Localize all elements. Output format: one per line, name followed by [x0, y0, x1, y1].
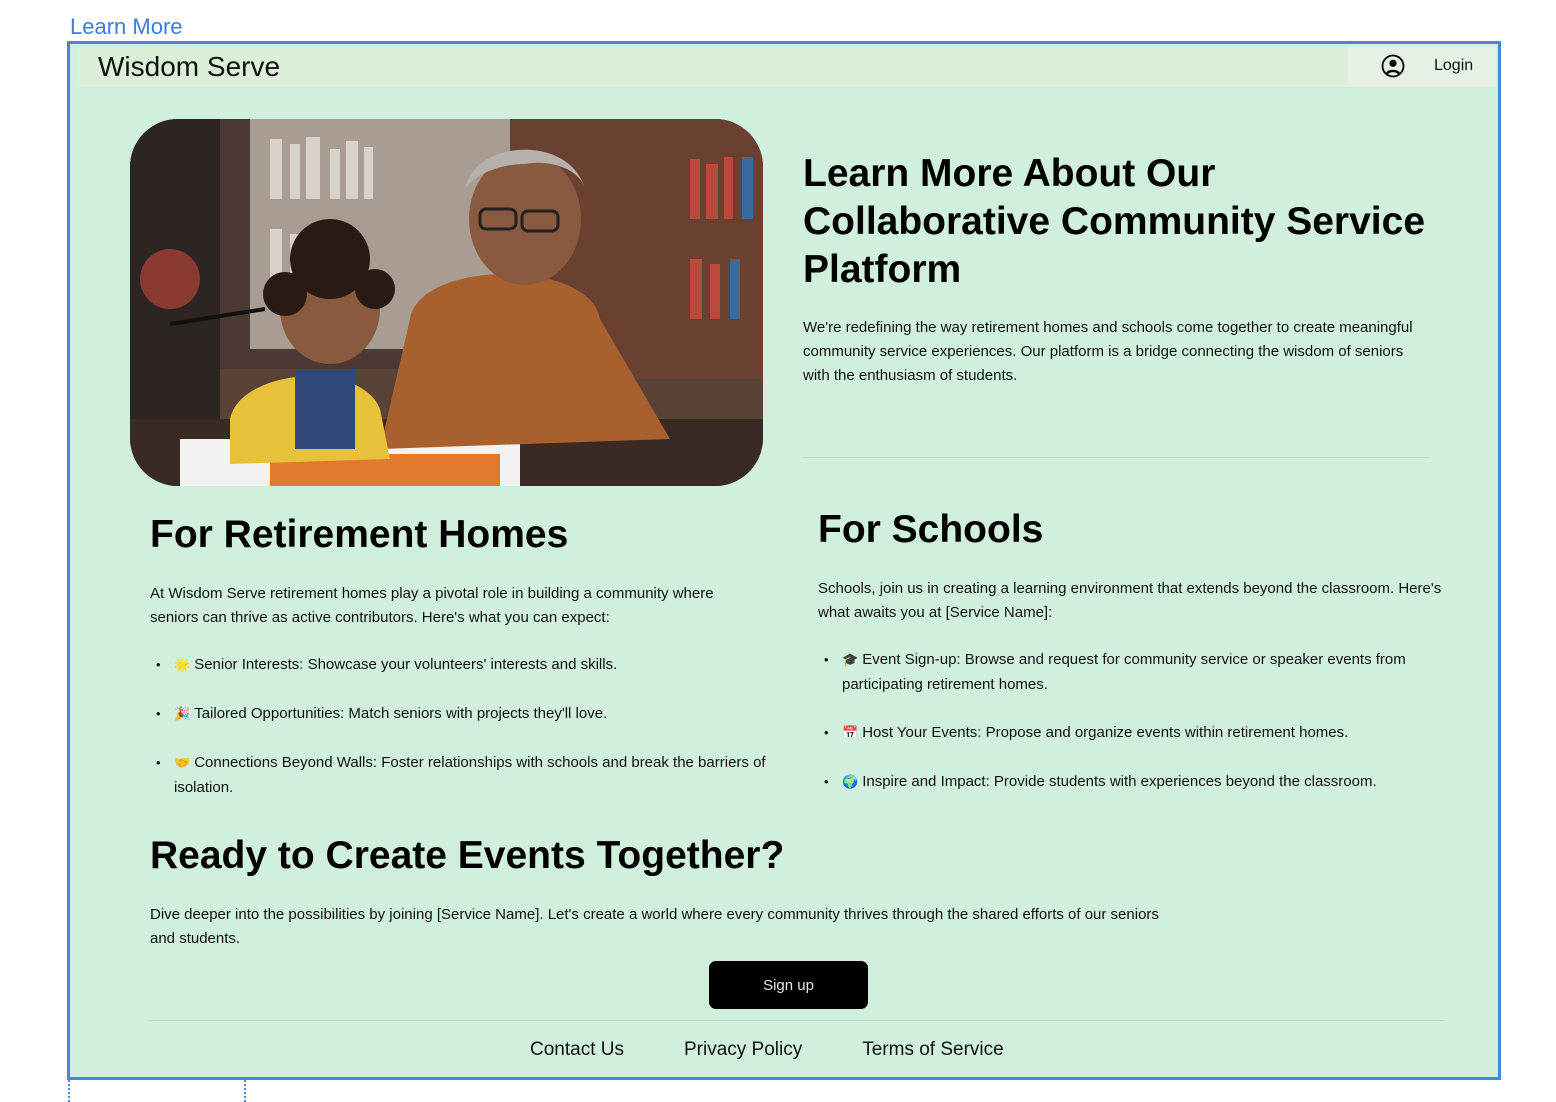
retirement-homes-intro: At Wisdom Serve retirement homes play a pivotal role in building a community where seniors can thrive as active contributors. Here's what you can expect: [150, 585, 714, 626]
list-item-text: Event Sign-up: Browse and request for community service or speaker events from participating retirement homes. [842, 651, 1406, 693]
hero-divider [803, 457, 1429, 458]
frame-guides [68, 1080, 246, 1102]
list-item [818, 721, 1458, 746]
sign-up-button[interactable]: Sign up [709, 961, 868, 1009]
star-icon: 🌟 [174, 658, 191, 673]
list-item [150, 702, 770, 727]
guide-line [244, 1080, 246, 1102]
schools-list [818, 648, 1458, 819]
terms-of-service-link[interactable]: Terms of Service [862, 1039, 1004, 1060]
footer-links [530, 1038, 1004, 1062]
retirement-homes-title: For Retirement Homes [150, 513, 569, 556]
list-item [818, 770, 1458, 795]
calendar-icon: 📅 [842, 726, 859, 741]
hero-title: Learn More About Our Collaborative Community Service Platform [803, 152, 1426, 291]
contact-us-link[interactable]: Contact Us [530, 1039, 624, 1060]
frame-label: Learn More [70, 14, 183, 39]
privacy-policy-link[interactable]: Privacy Policy [683, 1039, 803, 1060]
page-frame [67, 41, 1501, 1080]
cta-title: Ready to Create Events Together? [150, 834, 785, 877]
hero-description: We're redefining the way retirement homes and schools come together to create meaningful community service experiences. Our platform is a bridge connecting the wisdom of seniors with the enthusiasm of students. [803, 319, 1413, 384]
login-area [1348, 47, 1496, 87]
graduation-cap-icon: 🎓 [842, 653, 859, 668]
handshake-icon: 🤝 [174, 756, 191, 771]
list-item-text: Senior Interests: Showcase your volunteers' interests and skills. [194, 656, 618, 673]
login-link[interactable]: Login [1434, 57, 1474, 74]
schools-intro: Schools, join us in creating a learning environment that extends beyond the classroom. Here's what awaits you at [Service Name]: [818, 580, 1442, 621]
list-item-text: Inspire and Impact: Provide students with experiences beyond the classroom. [862, 773, 1377, 790]
list-item [150, 751, 770, 800]
retirement-homes-list [150, 653, 770, 824]
header [77, 47, 1496, 87]
user-circle-icon[interactable] [1381, 54, 1405, 78]
globe-icon: 🌍 [842, 775, 859, 790]
brand-title[interactable]: Wisdom Serve [98, 51, 281, 82]
hero-image [130, 119, 763, 486]
cta-description: Dive deeper into the possibilities by joining [Service Name]. Let's create a world where every community thrives through the shared efforts of our seniors and students. [150, 906, 1159, 947]
list-item-text: Tailored Opportunities: Match seniors with projects they'll love. [194, 705, 608, 722]
guide-line [68, 1080, 70, 1102]
footer-divider [150, 1020, 1446, 1021]
list-item [150, 653, 770, 678]
schools-title: For Schools [818, 508, 1044, 551]
party-popper-icon: 🎉 [174, 707, 191, 722]
list-item-text: Connections Beyond Walls: Foster relationships with schools and break the barriers of isolation. [174, 754, 766, 796]
list-item [818, 648, 1458, 697]
list-item-text: Host Your Events: Propose and organize events within retirement homes. [862, 724, 1349, 741]
